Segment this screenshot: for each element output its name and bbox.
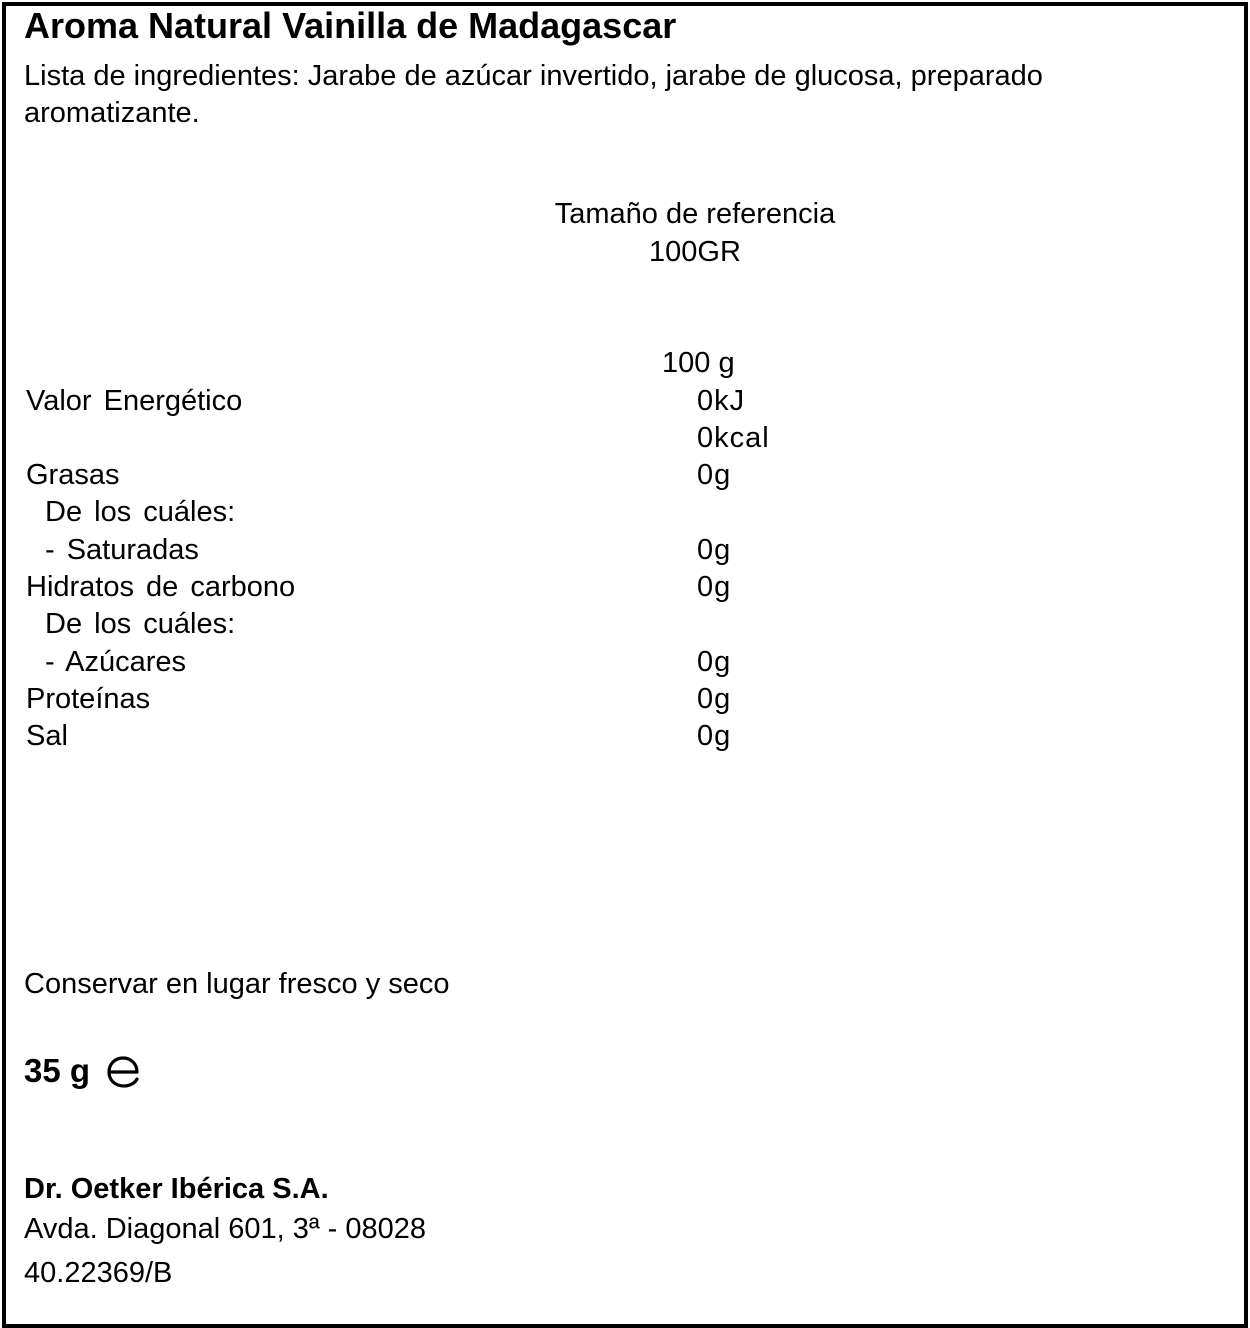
product-title: Aroma Natural Vainilla de Madagascar: [24, 5, 677, 46]
nutrition-row-value: 0g: [697, 571, 732, 603]
reference-size-value: 100GR: [649, 236, 741, 268]
product-code: 40.22369/B: [24, 1257, 173, 1289]
nutrition-row-label: - Azúcares: [45, 646, 186, 678]
estimated-sign-icon: [104, 1054, 142, 1090]
nutrition-row-value: 0kcal: [697, 422, 770, 454]
storage-instructions: Conservar en lugar fresco y seco: [24, 968, 450, 1000]
nutrition-row-value: 0g: [697, 459, 732, 491]
nutrition-row-label: Grasas: [26, 459, 120, 491]
company-name: Dr. Oetker Ibérica S.A.: [24, 1173, 329, 1205]
nutrition-row-label: De los cuáles:: [45, 608, 236, 640]
nutrition-row-label: De los cuáles:: [45, 496, 236, 528]
nutrition-row-label: Proteínas: [26, 683, 151, 715]
ingredients-list: Lista de ingredientes: Jarabe de azúcar invertido, jarabe de glucosa, preparado aromatizante.: [24, 60, 1043, 129]
nutrition-row-value: 0g: [697, 646, 732, 678]
nutrition-row-label: - Saturadas: [45, 534, 199, 566]
nutrition-column-header: 100 g: [662, 347, 735, 379]
nutrition-row-label: Valor Energético: [26, 385, 243, 417]
nutrition-row-value: 0g: [697, 534, 732, 566]
nutrition-row-value: 0g: [697, 720, 732, 752]
nutrition-row-value: 0kJ: [697, 385, 746, 417]
net-weight: 35 g: [24, 1052, 91, 1089]
reference-size-label: Tamaño de referencia: [554, 198, 836, 230]
nutrition-row-value: 0g: [697, 683, 732, 715]
nutrition-row-label: Sal: [26, 720, 68, 752]
company-address: Avda. Diagonal 601, 3ª - 08028: [24, 1213, 426, 1245]
nutrition-row-label: Hidratos de carbono: [26, 571, 296, 603]
